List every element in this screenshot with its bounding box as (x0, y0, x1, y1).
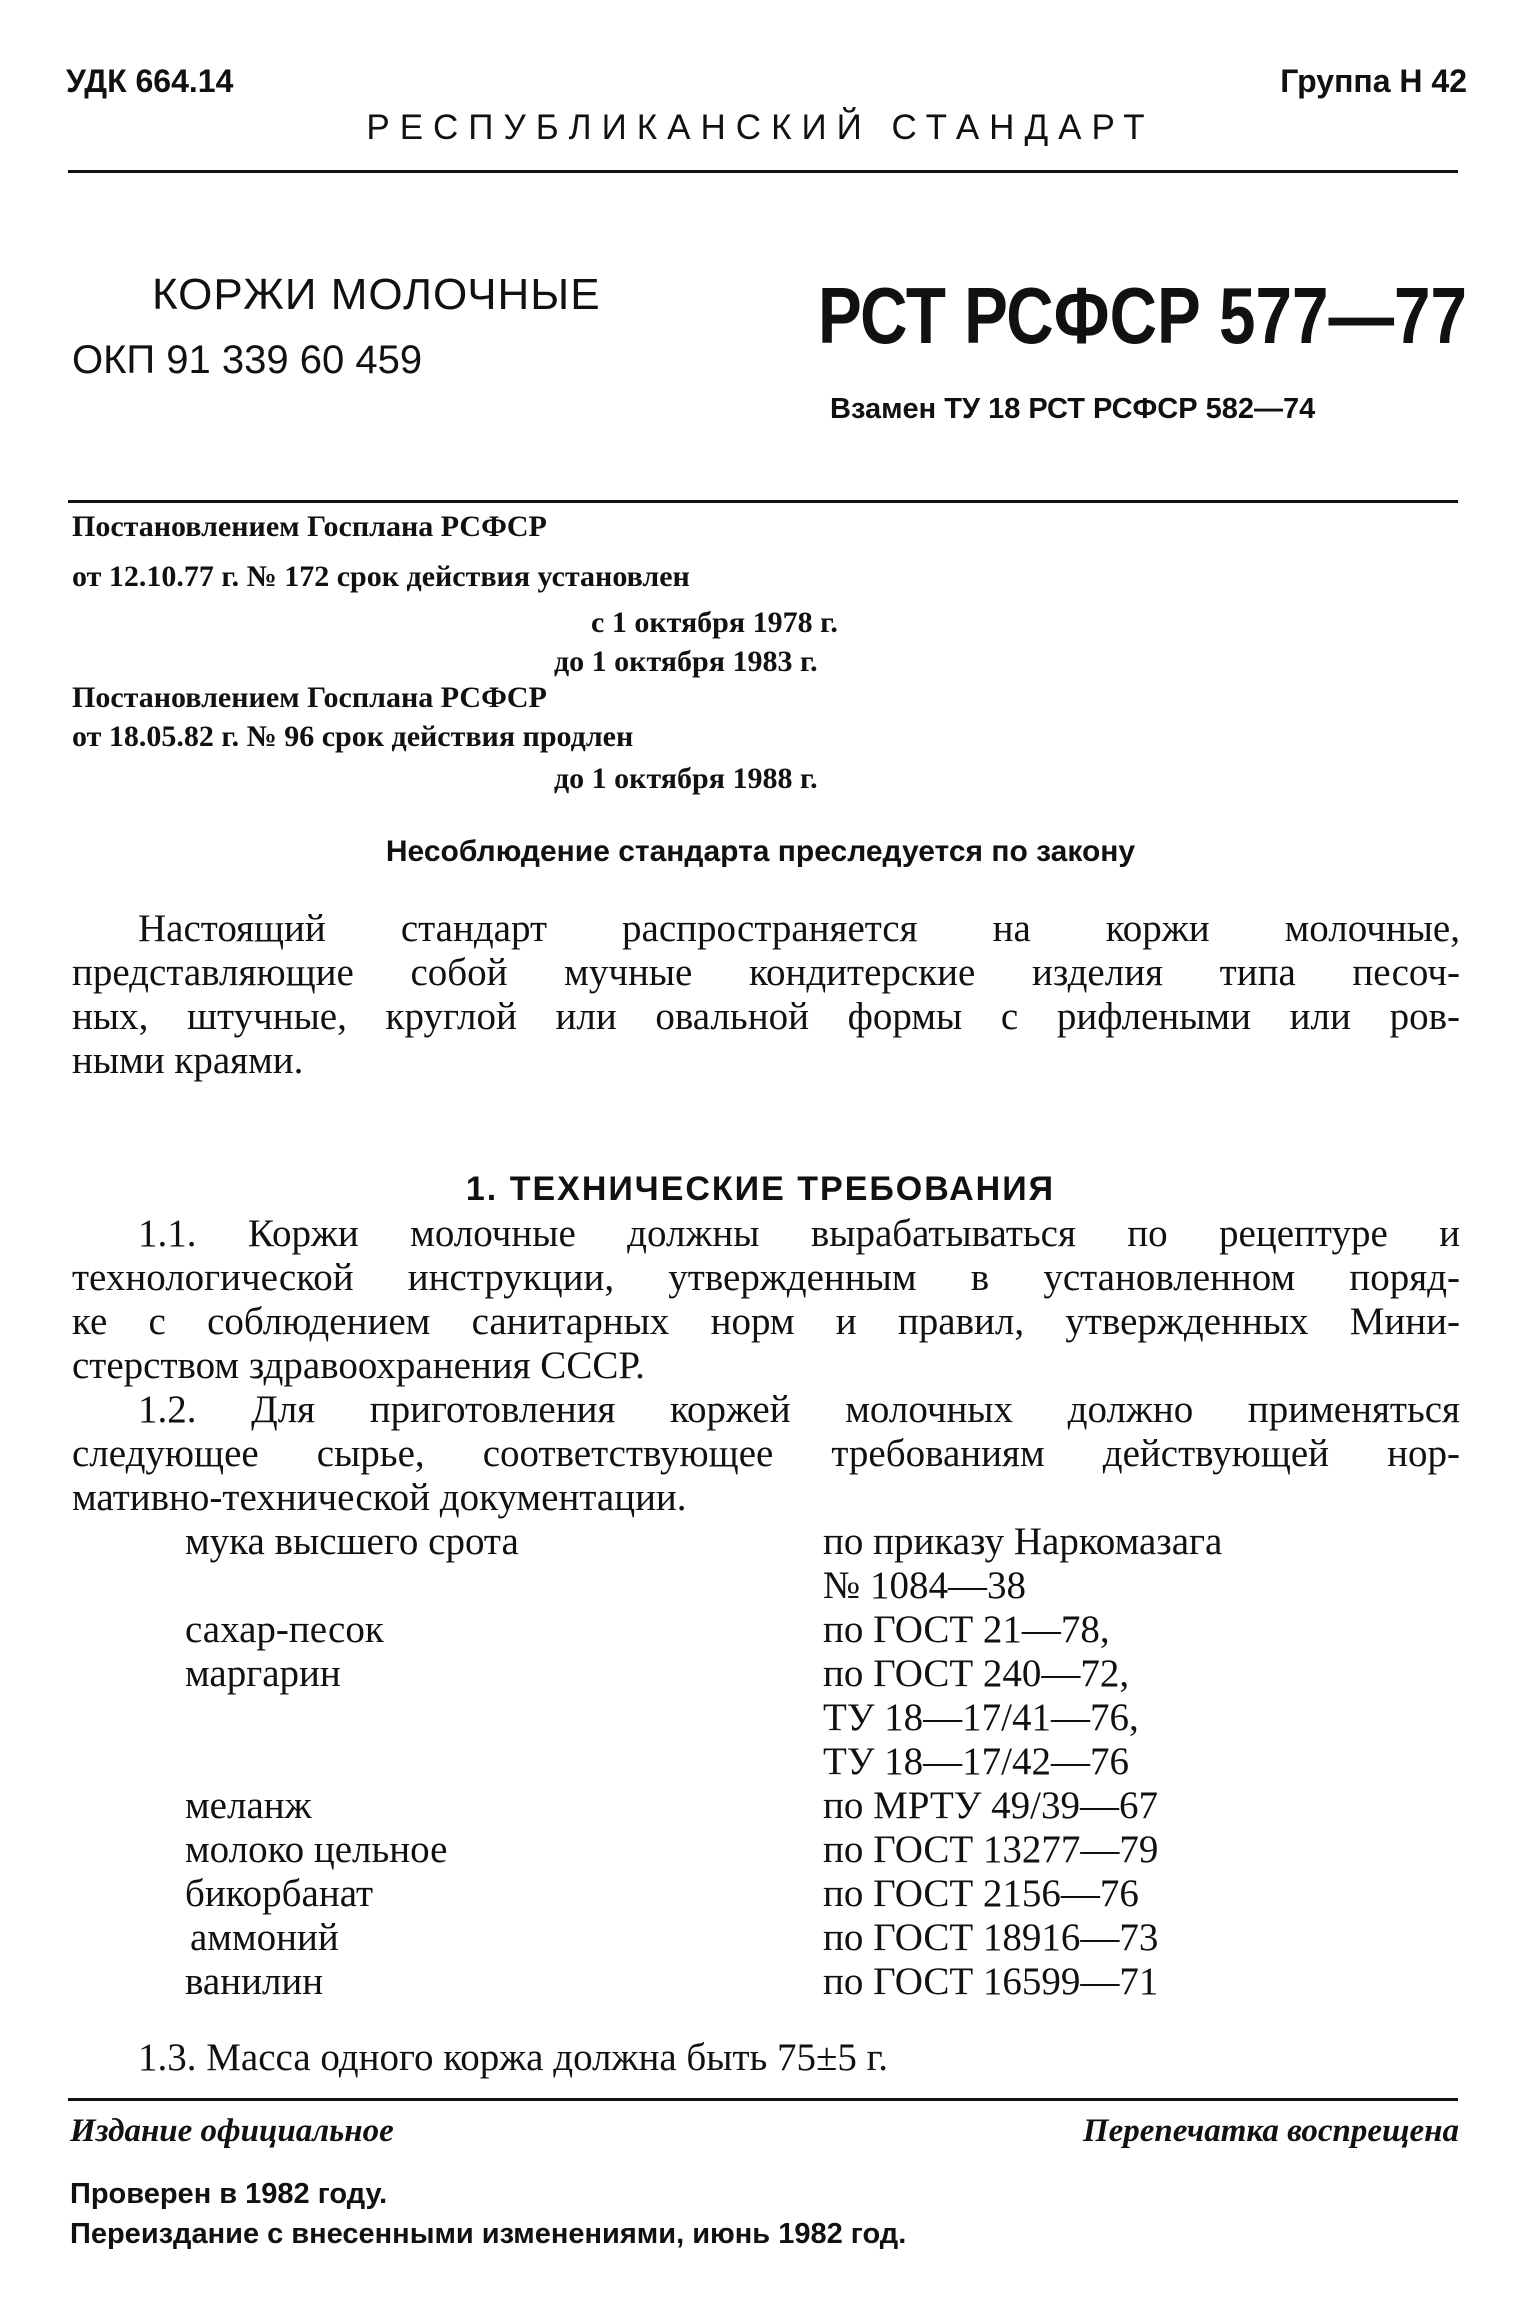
decree-line: от 18.05.82 г. № 96 срок действия продлен (72, 720, 634, 753)
legal-notice: Несоблюдение стандарта преследуется по закону (385, 835, 1136, 868)
material-ref: по ГОСТ 16599—71 (823, 1960, 1159, 2003)
material-name: молоко цельное (185, 1828, 448, 1871)
checked-note: Проверен в 1982 году. (70, 2178, 388, 2210)
clause-line: 1.2. Для приготовления коржей молочных должно применяться (138, 1388, 1460, 1431)
material-name: меланж (185, 1784, 312, 1827)
decree-line: от 12.10.77 г. № 172 срок действия установлен (72, 560, 690, 593)
official-edition-label: Издание официальное (70, 2113, 394, 2149)
intro-line: представляющие собой мучные кондитерские изделия типа песоч- (72, 951, 1460, 994)
intro-line: ных, штучные, круглой или овальной формы с рифлеными или ров- (72, 995, 1460, 1038)
decree-line: до 1 октября 1983 г. (554, 645, 818, 678)
clause-1-2 (72, 1388, 1460, 1520)
clause-line: следующее сырье, соответствующее требованиям действующей нор- (72, 1432, 1460, 1475)
clause-line: ке с соблюдением санитарных норм и правил, утвержденных Мини- (72, 1300, 1460, 1343)
reissue-note: Переиздание с внесенными изменениями, июнь 1982 год. (70, 2218, 907, 2250)
material-ref: ТУ 18—17/41—76, (823, 1696, 1139, 1739)
product-title: КОРЖИ МОЛОЧНЫЕ (152, 270, 601, 319)
material-name: аммоний (190, 1916, 339, 1959)
section-heading: 1. ТЕХНИЧЕСКИЕ ТРЕБОВАНИЯ (465, 1170, 1056, 1208)
decree-line: с 1 октября 1978 г. (591, 606, 838, 639)
clause-1-1 (72, 1212, 1460, 1388)
product-okp-code: ОКП 91 339 60 459 (72, 338, 423, 382)
clause-1-3: 1.3. Масса одного коржа должна быть 75±5 г. (138, 2036, 889, 2079)
material-ref: по ГОСТ 240—72, (823, 1652, 1130, 1695)
reprint-prohibited-label: Перепечатка воспрещена (1082, 2113, 1459, 2149)
decree-line: Постановлением Госплана РСФСР (72, 510, 547, 543)
material-name: бикорбанат (185, 1872, 374, 1915)
footer-divider (68, 2098, 1458, 2101)
material-ref: по ГОСТ 2156—76 (823, 1872, 1139, 1915)
clause-line: 1.1. Коржи молочные должны вырабатываться по рецептуре и (138, 1212, 1460, 1255)
standard-number: РСТ РСФСР 577—77 (818, 271, 1468, 360)
material-ref: по МРТУ 49/39—67 (823, 1784, 1158, 1827)
udk-code: УДК 664.14 (66, 63, 234, 99)
document-category: РЕСПУБЛИКАНСКИЙ СТАНДАРТ (366, 108, 1155, 147)
decree-line: Постановлением Госплана РСФСР (72, 681, 547, 714)
material-name: маргарин (185, 1652, 341, 1695)
material-name: ванилин (185, 1960, 324, 2003)
header-divider (68, 170, 1458, 173)
material-name: сахар-песок (185, 1608, 384, 1651)
material-ref: ТУ 18—17/42—76 (823, 1740, 1130, 1783)
material-ref: по приказу Наркомазага (823, 1520, 1223, 1563)
title-divider (68, 500, 1458, 503)
clause-line: технологической инструкции, утвержденным в установленном поряд- (72, 1256, 1460, 1299)
clause-line: стерством здравоохранения СССР. (72, 1344, 645, 1387)
decree-line: до 1 октября 1988 г. (554, 762, 818, 795)
material-ref: по ГОСТ 18916—73 (823, 1916, 1159, 1959)
group-code: Группа Н 42 (1280, 63, 1467, 99)
clause-line: мативно-технической документации. (72, 1476, 687, 1519)
intro-line: Настоящий стандарт распространяется на коржи молочные, (138, 907, 1460, 950)
replaces-note: Взамен ТУ 18 РСТ РСФСР 582—74 (830, 393, 1316, 425)
material-ref: по ГОСТ 13277—79 (823, 1828, 1159, 1871)
intro-paragraph (72, 907, 1460, 1083)
intro-line: ными краями. (72, 1039, 304, 1082)
material-ref: № 1084—38 (823, 1564, 1026, 1607)
material-name: мука высшего срота (185, 1520, 519, 1563)
material-ref: по ГОСТ 21—78, (823, 1608, 1110, 1651)
